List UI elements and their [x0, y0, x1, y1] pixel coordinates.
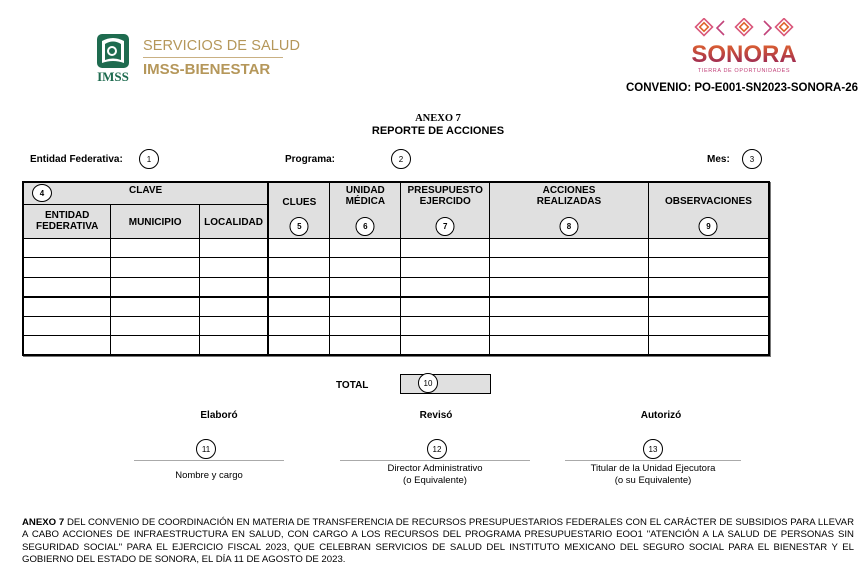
org-name-line-2: IMSS-BIENESTAR: [143, 61, 271, 78]
table-cell[interactable]: [648, 316, 769, 336]
table-cell[interactable]: [401, 297, 490, 317]
table-cell[interactable]: [648, 238, 769, 258]
table-cell[interactable]: [23, 258, 111, 278]
signature-caption-elaboro: Nombre y cargo: [175, 470, 243, 481]
table-cell[interactable]: [401, 316, 490, 336]
table-cell[interactable]: [23, 238, 111, 258]
column-marker[interactable]: 6: [356, 217, 375, 236]
table-cell[interactable]: [23, 316, 111, 336]
programa-label: Programa:: [285, 154, 336, 165]
sub-header-label: MUNICIPIO: [128, 216, 182, 228]
sonora-logo: [684, 18, 804, 76]
table-cell[interactable]: [199, 277, 268, 297]
table-row: [23, 258, 769, 278]
column-marker[interactable]: 9: [699, 217, 718, 236]
table-cell[interactable]: [401, 258, 490, 278]
table-cell[interactable]: [111, 238, 200, 258]
signature-marker-autorizo[interactable]: 13: [643, 439, 663, 459]
signature-title-elaboro: Elaboró: [200, 410, 238, 421]
sonora-logo-text: SONORA: [691, 41, 797, 68]
table-cell[interactable]: [330, 258, 401, 278]
table-row: [23, 277, 769, 297]
clave-header: [23, 182, 268, 204]
entidad-federativa-marker[interactable]: 1: [139, 149, 159, 169]
clave-marker[interactable]: 4: [32, 184, 52, 202]
column-header-unidad-medica: [330, 182, 401, 238]
table-cell[interactable]: [490, 258, 649, 278]
table-cell[interactable]: [490, 238, 649, 258]
table-cell[interactable]: [490, 277, 649, 297]
column-header-acciones-realizadas: [490, 182, 649, 238]
signature-line-autorizo: [565, 460, 741, 461]
column-header-label: UNIDAD MÉDICA: [345, 185, 386, 207]
mes-marker[interactable]: 3: [742, 149, 762, 169]
org-name-divider: [143, 57, 283, 58]
mes-label: Mes:: [707, 154, 730, 165]
table-cell[interactable]: [111, 336, 200, 356]
signature-caption-line-2: (o su Equivalente): [614, 475, 692, 486]
column-marker[interactable]: 8: [559, 217, 578, 236]
table-cell[interactable]: [23, 336, 111, 356]
table-cell[interactable]: [401, 277, 490, 297]
signature-caption-line-1: Director Administrativo: [387, 463, 483, 474]
table-cell[interactable]: [111, 277, 200, 297]
column-header-label: PRESUPUESTO EJERCIDO: [407, 185, 483, 207]
table-row: [23, 297, 769, 317]
sub-header-label: LOCALIDAD: [204, 216, 263, 228]
table-cell[interactable]: [648, 258, 769, 278]
actions-report-table: [22, 181, 770, 356]
table-cell[interactable]: [111, 297, 200, 317]
table-cell[interactable]: [199, 336, 268, 356]
table-cell[interactable]: [23, 297, 111, 317]
org-name-line-1: SERVICIOS DE SALUD: [143, 38, 301, 54]
table-cell[interactable]: [490, 336, 649, 356]
signature-title-autorizo: Autorizó: [640, 410, 682, 421]
signature-caption-line-1: Titular de la Unidad Ejecutora: [590, 463, 716, 474]
table-cell[interactable]: [268, 258, 330, 278]
table-cell[interactable]: [111, 316, 200, 336]
footer-legal-text: [22, 517, 854, 567]
table-body: [23, 238, 769, 355]
table-cell[interactable]: [330, 316, 401, 336]
programa-marker[interactable]: 2: [391, 149, 411, 169]
footer-body: DEL CONVENIO DE COORDINACIÓN EN MATERIA DE TRANSFERENCIA DE RECURSOS PRESUPUESTARIOS FEDERALES CON EL CARÁCTER DE SUBSIDIOS PARA LLEVAR A CABO ACCIONES DE INFRAESTRUCTURA EN SALUD, CON CARGO A LOS RECURSOS DEL PROGRAMA PRESUPUESTARIO EOO1 "ATENCIÓN A LA SALUD DE PERSONAS SIN SEGURIDAD SOCIAL" PARA EL EJERCICIO FISCAL 2023, QUE CELEBRAN SERVICIOS DE SALUD DEL INSTITUTO MEXICANO DEL SEGURO SOCIAL PARA EL BIENESTAR Y EL GOBIERNO DEL ESTADO DE SONORA, EL DÍA 11 DE AGOSTO DE 2023.: [22, 517, 854, 566]
table-cell[interactable]: [268, 316, 330, 336]
sub-header-municipio: [111, 204, 200, 238]
total-marker[interactable]: 10: [418, 373, 438, 393]
signature-marker-reviso[interactable]: 12: [427, 439, 447, 459]
table-row: [23, 238, 769, 258]
table-cell[interactable]: [401, 238, 490, 258]
signature-caption-autorizo: [565, 463, 741, 487]
signature-marker-elaboro[interactable]: 11: [196, 439, 216, 459]
column-header-label: OBSERVACIONES: [665, 196, 752, 207]
column-header-observaciones: [648, 182, 769, 238]
table-cell[interactable]: [648, 336, 769, 356]
table-cell[interactable]: [23, 277, 111, 297]
imss-logo-text: IMSS: [97, 69, 129, 83]
report-title: REPORTE DE ACCIONES: [371, 125, 505, 137]
table-cell[interactable]: [199, 238, 268, 258]
table-row: [23, 336, 769, 356]
sonora-tagline: TIERRA DE OPORTUNIDADES: [697, 68, 791, 74]
table-cell[interactable]: [330, 277, 401, 297]
table-cell[interactable]: [490, 316, 649, 336]
table-cell[interactable]: [268, 277, 330, 297]
clave-header-label: CLAVE: [129, 185, 163, 196]
column-header-label: CLUES: [282, 197, 317, 208]
column-header-label: ACCIONES REALIZADAS: [536, 185, 602, 207]
table-cell[interactable]: [199, 297, 268, 317]
table-cell[interactable]: [330, 297, 401, 317]
column-header-presupuesto-ejercido: [401, 182, 490, 238]
signature-title-reviso: Revisó: [419, 410, 453, 421]
table-row: [23, 316, 769, 336]
entidad-federativa-label: Entidad Federativa:: [30, 154, 123, 165]
total-label: TOTAL: [336, 380, 369, 391]
signature-caption-reviso: [340, 463, 530, 487]
anexo-title: ANEXO 7: [415, 113, 461, 124]
signature-line-reviso: [340, 460, 530, 461]
table-cell[interactable]: [401, 336, 490, 356]
total-value-box[interactable]: [400, 374, 491, 394]
table-cell[interactable]: [268, 336, 330, 356]
table-cell[interactable]: [648, 277, 769, 297]
table-cell[interactable]: [648, 297, 769, 317]
table-cell[interactable]: [330, 238, 401, 258]
column-marker[interactable]: 7: [436, 217, 455, 236]
table-cell[interactable]: [111, 258, 200, 278]
column-header-clues: [268, 182, 330, 238]
table-cell[interactable]: [199, 316, 268, 336]
table-cell[interactable]: [330, 336, 401, 356]
footer-bold-lead: ANEXO 7: [22, 517, 65, 528]
convenio-number: CONVENIO: PO-E001-SN2023-SONORA-26: [626, 82, 858, 94]
sub-header-localidad: [199, 204, 268, 238]
imss-logo: [96, 33, 130, 83]
column-marker[interactable]: 5: [290, 217, 309, 236]
sub-header-entidad-federativa: [23, 204, 111, 238]
table-cell[interactable]: [199, 258, 268, 278]
signature-caption-line-2: (o Equivalente): [403, 475, 467, 486]
sub-header-label: ENTIDAD FEDERATIVA: [35, 210, 99, 232]
table-cell[interactable]: [268, 297, 330, 317]
table-cell[interactable]: [490, 297, 649, 317]
table-cell[interactable]: [268, 238, 330, 258]
signature-line-elaboro: [134, 460, 284, 461]
